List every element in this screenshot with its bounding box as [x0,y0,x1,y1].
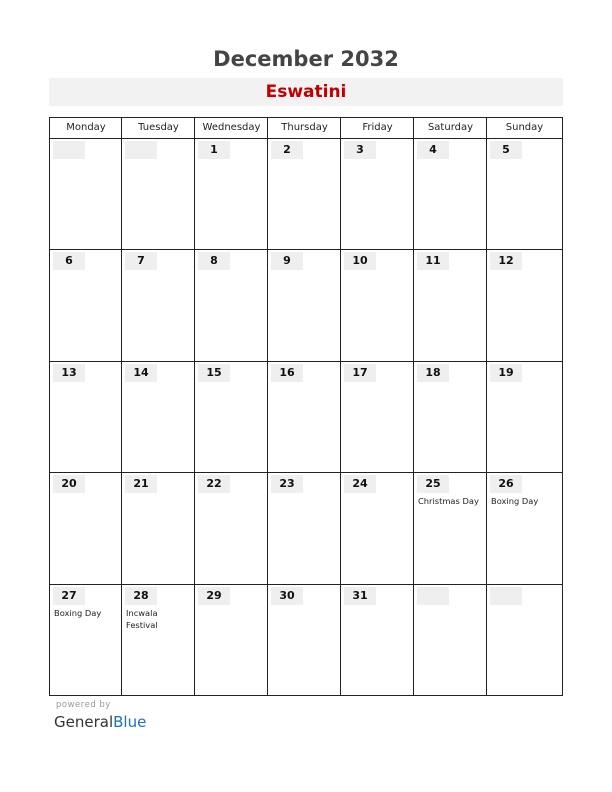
holiday-label: Incwala Festival [126,607,158,630]
day-number: 12 [498,254,514,268]
day-number-box [490,475,522,493]
day-number-box [490,252,522,270]
day-number-box [53,364,85,382]
day-number-box [271,252,303,270]
day-number-box [344,252,376,270]
weekday-tuesday: Tuesday [138,122,179,133]
day-number: 5 [502,143,510,156]
day-number-box [125,252,157,270]
day-number: 28 [133,588,149,602]
day-number-box [271,141,303,159]
day-number-box [344,364,376,382]
day-number: 24 [352,477,368,491]
day-cell[interactable] [487,250,562,361]
day-number-box [53,587,85,605]
day-number: 8 [210,254,218,268]
day-number-box [344,587,376,605]
day-number-box [417,252,449,270]
day-number [53,141,85,159]
day-number: 26 [498,477,514,491]
day-number: 16 [279,365,295,379]
weekday-thursday: Thursday [281,122,328,133]
day-number: 17 [352,365,368,379]
day-number: 19 [498,365,514,379]
day-number-box [198,587,230,605]
day-cell[interactable] [50,473,122,584]
day-number-box [417,364,449,382]
day-cell[interactable] [122,139,195,250]
country-banner [49,78,563,106]
logo-general-text: General [54,713,114,731]
day-cell[interactable] [50,362,122,473]
day-cell[interactable] [341,362,414,473]
day-number: 3 [356,143,364,156]
day-number-box [53,475,85,493]
day-number: 2 [283,143,291,156]
day-number-box [125,587,157,605]
day-number-box [417,475,449,493]
holiday-label: Boxing Day [491,496,539,507]
day-number: 15 [206,365,222,379]
day-cell[interactable] [195,250,268,361]
day-cell[interactable] [50,250,122,361]
day-cell[interactable] [195,139,268,250]
page-title: December 2032 [213,47,399,71]
day-cell[interactable] [487,139,562,250]
day-number: 30 [279,588,295,602]
day-number-box [271,587,303,605]
day-cell[interactable] [487,362,562,473]
day-cell[interactable] [414,139,487,250]
day-number-box [271,364,303,382]
day-cell[interactable] [341,139,414,250]
day-number-box [344,475,376,493]
day-cell[interactable] [195,362,268,473]
day-cell[interactable] [414,362,487,473]
day-number-box [490,587,522,605]
day-number-box [344,141,376,159]
day-number: 6 [65,254,73,268]
day-number: 10 [352,254,368,268]
weekday-sunday: Sunday [505,122,544,133]
day-number: 14 [133,365,149,379]
day-cell[interactable] [50,585,122,696]
calendar-grid [49,117,563,696]
day-number-box [125,475,157,493]
day-cell[interactable] [268,585,341,696]
day-cell[interactable] [268,473,341,584]
day-cell[interactable] [195,473,268,584]
day-cell[interactable] [341,585,414,696]
day-number: 21 [133,477,149,491]
weekday-saturday: Saturday [427,122,474,133]
day-number: 13 [61,365,77,379]
day-number: 25 [425,477,441,491]
day-number-box [53,141,85,159]
weekday-wednesday: Wednesday [202,122,261,133]
day-number-box [417,587,449,605]
day-number-box [198,141,230,159]
day-number-box [490,141,522,159]
generalblue-logo[interactable] [54,713,146,731]
day-number-box [417,141,449,159]
day-number: 9 [283,254,291,268]
day-cell[interactable] [50,139,122,250]
day-number-box [198,475,230,493]
day-number [125,141,157,159]
day-number: 29 [206,588,222,602]
day-cell[interactable] [122,585,195,696]
day-number: 4 [429,143,437,156]
day-cell[interactable] [268,139,341,250]
day-number-box [198,364,230,382]
day-cell[interactable] [195,585,268,696]
holiday-label: Christmas Day [418,496,479,507]
day-number [490,587,522,605]
day-number: 22 [206,477,222,491]
day-cell[interactable] [122,250,195,361]
day-number [417,587,449,605]
holiday-label: Boxing Day [54,607,102,618]
day-cell[interactable] [268,362,341,473]
day-cell[interactable] [414,473,487,584]
day-cell[interactable] [487,473,562,584]
day-number: 18 [425,365,441,379]
day-number: 20 [61,477,77,491]
day-number-box [125,364,157,382]
day-number: 27 [61,588,77,602]
day-number-box [490,364,522,382]
day-number-box [198,252,230,270]
day-number: 31 [352,588,368,602]
logo-blue-text: Blue [113,713,147,731]
day-number: 23 [279,477,295,491]
powered-by-label: powered by [56,700,111,710]
day-number: 11 [425,254,441,268]
day-cell[interactable] [341,250,414,361]
day-cell[interactable] [487,585,562,696]
day-cell[interactable] [122,473,195,584]
day-cell[interactable] [414,250,487,361]
day-number-box [271,475,303,493]
weekday-monday: Monday [66,122,106,133]
day-cell[interactable] [122,362,195,473]
day-number-box [125,141,157,159]
day-cell[interactable] [268,250,341,361]
day-number: 1 [210,143,218,156]
day-number-box [53,252,85,270]
day-number: 7 [137,254,145,268]
weekday-friday: Friday [362,122,393,133]
day-cell[interactable] [414,585,487,696]
day-cell[interactable] [341,473,414,584]
country-name: Eswatini [265,82,347,102]
